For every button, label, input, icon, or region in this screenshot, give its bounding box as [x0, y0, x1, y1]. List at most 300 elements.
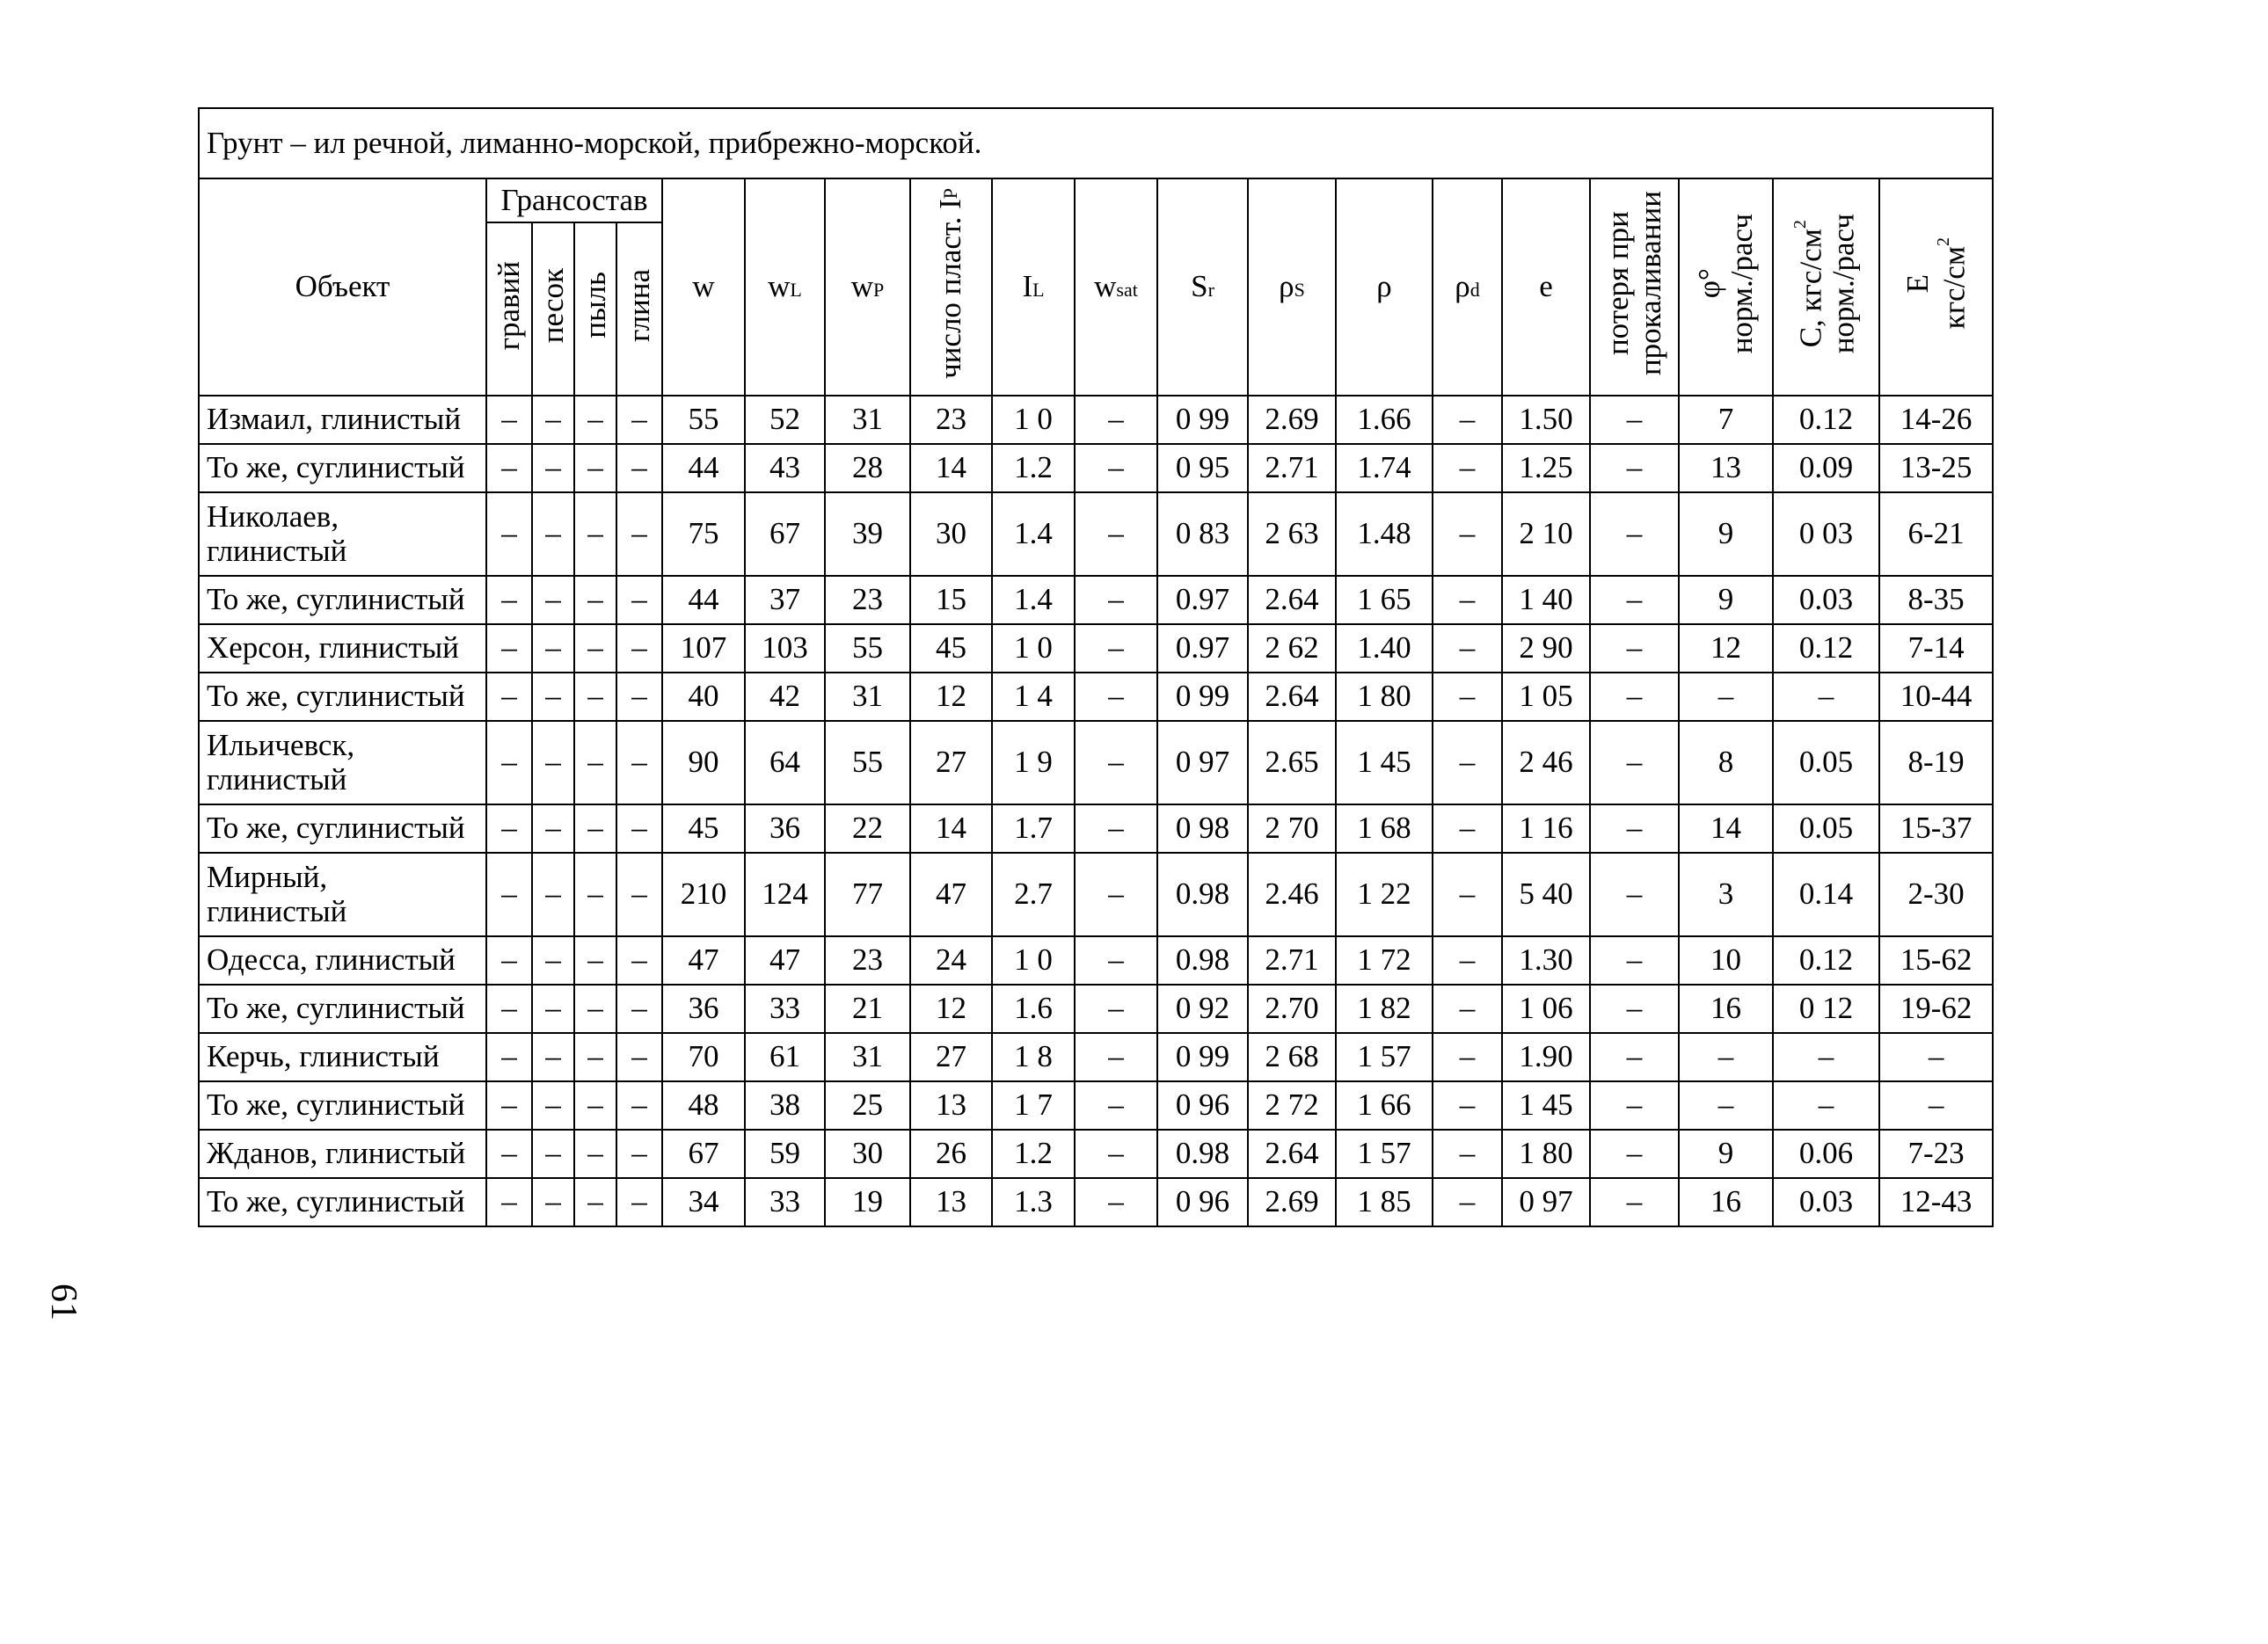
cell-phi: 8	[1679, 721, 1773, 804]
cell-e: 15-37	[1879, 804, 1993, 853]
cell-wsat: –	[1075, 936, 1157, 985]
cell-wl: 43	[745, 444, 825, 492]
cell-il: 1 9	[992, 721, 1075, 804]
cell-rho: 1 80	[1336, 673, 1433, 721]
cell-wl: 59	[745, 1130, 825, 1178]
cell-rho: 1.66	[1336, 396, 1433, 444]
cell-c: 0.05	[1773, 804, 1879, 853]
cell-object: То же, суглинистый	[199, 444, 486, 492]
cell-sr: 0 92	[1157, 985, 1248, 1033]
cell-rhos: 2.64	[1248, 576, 1336, 624]
cell-rhos: 2.70	[1248, 985, 1336, 1033]
cell-grain: –	[486, 1178, 532, 1226]
cell-grain: –	[574, 804, 616, 853]
cell-grain: –	[616, 492, 662, 576]
cell-loss: –	[1590, 1081, 1679, 1130]
cell-w: 40	[662, 673, 745, 721]
cell-rho: 1 57	[1336, 1033, 1433, 1081]
cell-rhos: 2.46	[1248, 853, 1336, 936]
cell-grain: –	[616, 396, 662, 444]
cell-il: 1 8	[992, 1033, 1075, 1081]
header-sr: Sr	[1157, 178, 1248, 396]
cell-e: 15-62	[1879, 936, 1993, 985]
cell-grain: –	[532, 1081, 574, 1130]
cell-il: 1.4	[992, 576, 1075, 624]
cell-phi: 13	[1679, 444, 1773, 492]
table-row	[199, 936, 1993, 985]
header-clay: глина	[616, 222, 662, 396]
cell-ip: 45	[910, 624, 992, 673]
header-sand: песок	[532, 222, 574, 396]
cell-e: 1 80	[1502, 1130, 1590, 1178]
cell-c: 0.12	[1773, 624, 1879, 673]
cell-sr: 0 83	[1157, 492, 1248, 576]
cell-phi: 10	[1679, 936, 1773, 985]
cell-wsat: –	[1075, 721, 1157, 804]
cell-il: 2.7	[992, 853, 1075, 936]
cell-phi: 9	[1679, 492, 1773, 576]
table-row	[199, 673, 1993, 721]
cell-loss: –	[1590, 396, 1679, 444]
header-grain-group: Грансостав	[486, 178, 662, 222]
cell-grain: –	[616, 1081, 662, 1130]
page-number: 61	[43, 1284, 84, 1320]
cell-wl: 33	[745, 985, 825, 1033]
cell-wp: 55	[825, 721, 910, 804]
cell-grain: –	[616, 804, 662, 853]
cell-rho: 1.74	[1336, 444, 1433, 492]
cell-e: 1 40	[1502, 576, 1590, 624]
cell-grain: –	[486, 853, 532, 936]
cell-w: 75	[662, 492, 745, 576]
cell-w: 36	[662, 985, 745, 1033]
cell-wp: 31	[825, 673, 910, 721]
cell-rhod: –	[1433, 1033, 1502, 1081]
cell-rhod: –	[1433, 576, 1502, 624]
cell-il: 1 7	[992, 1081, 1075, 1130]
cell-e: 1.30	[1502, 936, 1590, 985]
header-rhos: ρS	[1248, 178, 1336, 396]
cell-grain: –	[486, 624, 532, 673]
cell-grain: –	[616, 1130, 662, 1178]
cell-c: 0.09	[1773, 444, 1879, 492]
cell-wp: 77	[825, 853, 910, 936]
header-dust: пыль	[574, 222, 616, 396]
cell-grain: –	[574, 673, 616, 721]
cell-phi: 3	[1679, 853, 1773, 936]
cell-wp: 21	[825, 985, 910, 1033]
cell-grain: –	[486, 721, 532, 804]
cell-grain: –	[574, 1033, 616, 1081]
cell-c: –	[1773, 1081, 1879, 1130]
cell-wsat: –	[1075, 444, 1157, 492]
cell-sr: 0 99	[1157, 396, 1248, 444]
cell-il: 1.2	[992, 444, 1075, 492]
cell-e: 5 40	[1502, 853, 1590, 936]
cell-il: 1.3	[992, 1178, 1075, 1226]
cell-wp: 39	[825, 492, 910, 576]
cell-loss: –	[1590, 444, 1679, 492]
cell-e: 7-14	[1879, 624, 1993, 673]
cell-grain: –	[574, 444, 616, 492]
table-row	[199, 444, 1993, 492]
cell-wl: 47	[745, 936, 825, 985]
cell-object: То же, суглинистый	[199, 804, 486, 853]
cell-wsat: –	[1075, 1178, 1157, 1226]
cell-wl: 42	[745, 673, 825, 721]
cell-c: 0 03	[1773, 492, 1879, 576]
cell-e: 1 05	[1502, 673, 1590, 721]
header-gravel: гравий	[486, 222, 532, 396]
cell-grain: –	[574, 936, 616, 985]
cell-wp: 55	[825, 624, 910, 673]
cell-w: 44	[662, 576, 745, 624]
header-w: w	[662, 178, 745, 396]
cell-phi: 12	[1679, 624, 1773, 673]
cell-rhod: –	[1433, 853, 1502, 936]
cell-loss: –	[1590, 576, 1679, 624]
cell-grain: –	[574, 492, 616, 576]
cell-w: 47	[662, 936, 745, 985]
header-e-modulus: E кгс/$см^2$	[1879, 178, 1993, 396]
cell-sr: 0.98	[1157, 936, 1248, 985]
cell-il: 1 0	[992, 396, 1075, 444]
cell-grain: –	[532, 576, 574, 624]
cell-wsat: –	[1075, 624, 1157, 673]
cell-object: Ильичевск, глинистый	[199, 721, 486, 804]
cell-grain: –	[532, 853, 574, 936]
cell-rhos: 2.69	[1248, 396, 1336, 444]
cell-il: 1 4	[992, 673, 1075, 721]
cell-ip: 12	[910, 985, 992, 1033]
cell-grain: –	[616, 673, 662, 721]
cell-grain: –	[616, 936, 662, 985]
cell-loss: –	[1590, 721, 1679, 804]
cell-grain: –	[532, 985, 574, 1033]
cell-loss: –	[1590, 1178, 1679, 1226]
cell-phi: 9	[1679, 1130, 1773, 1178]
cell-wp: 19	[825, 1178, 910, 1226]
cell-ip: 15	[910, 576, 992, 624]
cell-rho: 1 68	[1336, 804, 1433, 853]
cell-object: То же, суглинистый	[199, 1081, 486, 1130]
cell-sr: 0.97	[1157, 624, 1248, 673]
cell-sr: 0 97	[1157, 721, 1248, 804]
cell-wl: 33	[745, 1178, 825, 1226]
cell-grain: –	[616, 853, 662, 936]
cell-w: 45	[662, 804, 745, 853]
cell-rho: 1 22	[1336, 853, 1433, 936]
cell-object: То же, суглинистый	[199, 576, 486, 624]
cell-phi: 16	[1679, 985, 1773, 1033]
header-wsat: wsat	[1075, 178, 1157, 396]
header-wl: wL	[745, 178, 825, 396]
header-ip: число пласт. IP	[910, 178, 992, 396]
cell-grain: –	[574, 396, 616, 444]
cell-c: 0 12	[1773, 985, 1879, 1033]
cell-object: Мирный, глинистый	[199, 853, 486, 936]
cell-wsat: –	[1075, 396, 1157, 444]
cell-grain: –	[486, 1081, 532, 1130]
cell-grain: –	[574, 1081, 616, 1130]
cell-il: 1 0	[992, 624, 1075, 673]
cell-e: –	[1879, 1033, 1993, 1081]
cell-object: То же, суглинистый	[199, 673, 486, 721]
cell-rhos: 2.71	[1248, 936, 1336, 985]
table-row	[199, 853, 1993, 936]
cell-e: 1 06	[1502, 985, 1590, 1033]
cell-il: 1 0	[992, 936, 1075, 985]
cell-loss: –	[1590, 673, 1679, 721]
cell-wp: 31	[825, 396, 910, 444]
cell-w: 67	[662, 1130, 745, 1178]
cell-phi: 7	[1679, 396, 1773, 444]
soil-table-sheet	[198, 107, 1992, 1227]
cell-loss: –	[1590, 985, 1679, 1033]
cell-wp: 23	[825, 576, 910, 624]
cell-grain: –	[574, 721, 616, 804]
cell-w: 55	[662, 396, 745, 444]
cell-grain: –	[532, 936, 574, 985]
cell-wl: 37	[745, 576, 825, 624]
cell-grain: –	[574, 624, 616, 673]
cell-ip: 30	[910, 492, 992, 576]
cell-grain: –	[486, 985, 532, 1033]
cell-grain: –	[486, 444, 532, 492]
table-row	[199, 1130, 1993, 1178]
cell-grain: –	[532, 624, 574, 673]
cell-e: 12-43	[1879, 1178, 1993, 1226]
cell-object: То же, суглинистый	[199, 1178, 486, 1226]
header-loss: потеря при прокаливании	[1590, 178, 1679, 396]
cell-grain: –	[532, 1130, 574, 1178]
cell-grain: –	[486, 576, 532, 624]
cell-c: 0.03	[1773, 576, 1879, 624]
cell-rhod: –	[1433, 936, 1502, 985]
cell-sr: 0.98	[1157, 1130, 1248, 1178]
cell-c: 0.12	[1773, 936, 1879, 985]
cell-rhos: 2 63	[1248, 492, 1336, 576]
cell-grain: –	[574, 985, 616, 1033]
cell-wsat: –	[1075, 853, 1157, 936]
cell-grain: –	[616, 1178, 662, 1226]
cell-e: 2-30	[1879, 853, 1993, 936]
cell-ip: 13	[910, 1178, 992, 1226]
cell-e: 2 46	[1502, 721, 1590, 804]
cell-e: 1.90	[1502, 1033, 1590, 1081]
cell-sr: 0.97	[1157, 576, 1248, 624]
cell-grain: –	[532, 444, 574, 492]
cell-rho: 1.48	[1336, 492, 1433, 576]
cell-e: 0 97	[1502, 1178, 1590, 1226]
cell-wp: 25	[825, 1081, 910, 1130]
cell-rhos: 2 72	[1248, 1081, 1336, 1130]
cell-il: 1.4	[992, 492, 1075, 576]
cell-wsat: –	[1075, 1033, 1157, 1081]
cell-w: 48	[662, 1081, 745, 1130]
table-row	[199, 721, 1993, 804]
cell-il: 1.7	[992, 804, 1075, 853]
table-title: Грунт – ил речной, лиманно-морской, прибрежно-морской.	[199, 108, 1993, 178]
cell-rho: 1 85	[1336, 1178, 1433, 1226]
cell-rhod: –	[1433, 396, 1502, 444]
cell-phi: 16	[1679, 1178, 1773, 1226]
cell-loss: –	[1590, 624, 1679, 673]
table-row	[199, 1178, 1993, 1226]
cell-grain: –	[486, 492, 532, 576]
header-wp: wP	[825, 178, 910, 396]
cell-e: 8-35	[1879, 576, 1993, 624]
cell-ip: 12	[910, 673, 992, 721]
cell-loss: –	[1590, 804, 1679, 853]
table-row	[199, 396, 1993, 444]
cell-rhos: 2.65	[1248, 721, 1336, 804]
cell-object: Керчь, глинистый	[199, 1033, 486, 1081]
cell-ip: 13	[910, 1081, 992, 1130]
cell-wl: 52	[745, 396, 825, 444]
cell-grain: –	[532, 1178, 574, 1226]
table-row	[199, 576, 1993, 624]
cell-grain: –	[486, 396, 532, 444]
cell-object: Одесса, глинистый	[199, 936, 486, 985]
cell-e: 8-19	[1879, 721, 1993, 804]
cell-rhod: –	[1433, 1178, 1502, 1226]
cell-e: 2 10	[1502, 492, 1590, 576]
cell-grain: –	[532, 396, 574, 444]
cell-rhod: –	[1433, 1081, 1502, 1130]
cell-ip: 23	[910, 396, 992, 444]
cell-wsat: –	[1075, 492, 1157, 576]
cell-object: Херсон, глинистый	[199, 624, 486, 673]
cell-wl: 61	[745, 1033, 825, 1081]
cell-wl: 64	[745, 721, 825, 804]
cell-rhod: –	[1433, 673, 1502, 721]
cell-loss: –	[1590, 853, 1679, 936]
cell-grain: –	[486, 1130, 532, 1178]
cell-rhod: –	[1433, 624, 1502, 673]
cell-wsat: –	[1075, 804, 1157, 853]
header-e: e	[1502, 178, 1590, 396]
cell-wsat: –	[1075, 1081, 1157, 1130]
cell-wsat: –	[1075, 673, 1157, 721]
cell-sr: 0 95	[1157, 444, 1248, 492]
cell-grain: –	[616, 1033, 662, 1081]
cell-grain: –	[616, 576, 662, 624]
cell-rhod: –	[1433, 804, 1502, 853]
cell-e: 1 16	[1502, 804, 1590, 853]
cell-grain: –	[532, 673, 574, 721]
cell-ip: 24	[910, 936, 992, 985]
cell-grain: –	[486, 673, 532, 721]
cell-c: –	[1773, 673, 1879, 721]
cell-phi: –	[1679, 1033, 1773, 1081]
cell-sr: 0 99	[1157, 673, 1248, 721]
cell-w: 210	[662, 853, 745, 936]
cell-w: 44	[662, 444, 745, 492]
header-il: IL	[992, 178, 1075, 396]
cell-grain: –	[574, 1178, 616, 1226]
cell-rho: 1 72	[1336, 936, 1433, 985]
cell-grain: –	[486, 1033, 532, 1081]
table-row	[199, 1081, 1993, 1130]
cell-e: 1.50	[1502, 396, 1590, 444]
cell-wp: 23	[825, 936, 910, 985]
cell-rho: 1 45	[1336, 721, 1433, 804]
cell-w: 70	[662, 1033, 745, 1081]
cell-loss: –	[1590, 1130, 1679, 1178]
cell-wp: 28	[825, 444, 910, 492]
cell-wp: 22	[825, 804, 910, 853]
cell-w: 90	[662, 721, 745, 804]
cell-grain: –	[532, 721, 574, 804]
cell-loss: –	[1590, 492, 1679, 576]
table-row	[199, 492, 1993, 576]
cell-loss: –	[1590, 1033, 1679, 1081]
cell-grain: –	[532, 492, 574, 576]
cell-rhod: –	[1433, 721, 1502, 804]
cell-w: 107	[662, 624, 745, 673]
cell-wl: 67	[745, 492, 825, 576]
cell-rho: 1.40	[1336, 624, 1433, 673]
cell-rhod: –	[1433, 985, 1502, 1033]
cell-sr: 0 96	[1157, 1081, 1248, 1130]
cell-rho: 1 82	[1336, 985, 1433, 1033]
cell-sr: 0.98	[1157, 853, 1248, 936]
cell-rhos: 2.64	[1248, 1130, 1336, 1178]
table-row	[199, 624, 1993, 673]
cell-e: 1.25	[1502, 444, 1590, 492]
cell-w: 34	[662, 1178, 745, 1226]
cell-grain: –	[574, 576, 616, 624]
cell-e: 19-62	[1879, 985, 1993, 1033]
cell-rhod: –	[1433, 1130, 1502, 1178]
cell-e: 7-23	[1879, 1130, 1993, 1178]
cell-phi: –	[1679, 1081, 1773, 1130]
cell-ip: 47	[910, 853, 992, 936]
cell-grain: –	[574, 853, 616, 936]
cell-grain: –	[532, 804, 574, 853]
cell-c: 0.12	[1773, 396, 1879, 444]
cell-c: 0.06	[1773, 1130, 1879, 1178]
cell-phi: 14	[1679, 804, 1773, 853]
cell-object: Николаев, глинистый	[199, 492, 486, 576]
cell-ip: 27	[910, 721, 992, 804]
cell-grain: –	[532, 1033, 574, 1081]
cell-phi: 9	[1679, 576, 1773, 624]
cell-grain: –	[486, 804, 532, 853]
cell-loss: –	[1590, 936, 1679, 985]
cell-grain: –	[616, 624, 662, 673]
cell-e: 1 45	[1502, 1081, 1590, 1130]
cell-il: 1.2	[992, 1130, 1075, 1178]
cell-rhos: 2 62	[1248, 624, 1336, 673]
cell-sr: 0 98	[1157, 804, 1248, 853]
cell-rhos: 2 70	[1248, 804, 1336, 853]
header-rho: ρ	[1336, 178, 1433, 396]
table-row	[199, 985, 1993, 1033]
cell-sr: 0 96	[1157, 1178, 1248, 1226]
cell-c: 0.03	[1773, 1178, 1879, 1226]
header-rhod: ρd	[1433, 178, 1502, 396]
cell-rho: 1 65	[1336, 576, 1433, 624]
table-row	[199, 804, 1993, 853]
cell-ip: 14	[910, 804, 992, 853]
table-row	[199, 1033, 1993, 1081]
cell-grain: –	[616, 985, 662, 1033]
cell-wsat: –	[1075, 1130, 1157, 1178]
cell-phi: –	[1679, 673, 1773, 721]
cell-wp: 30	[825, 1130, 910, 1178]
